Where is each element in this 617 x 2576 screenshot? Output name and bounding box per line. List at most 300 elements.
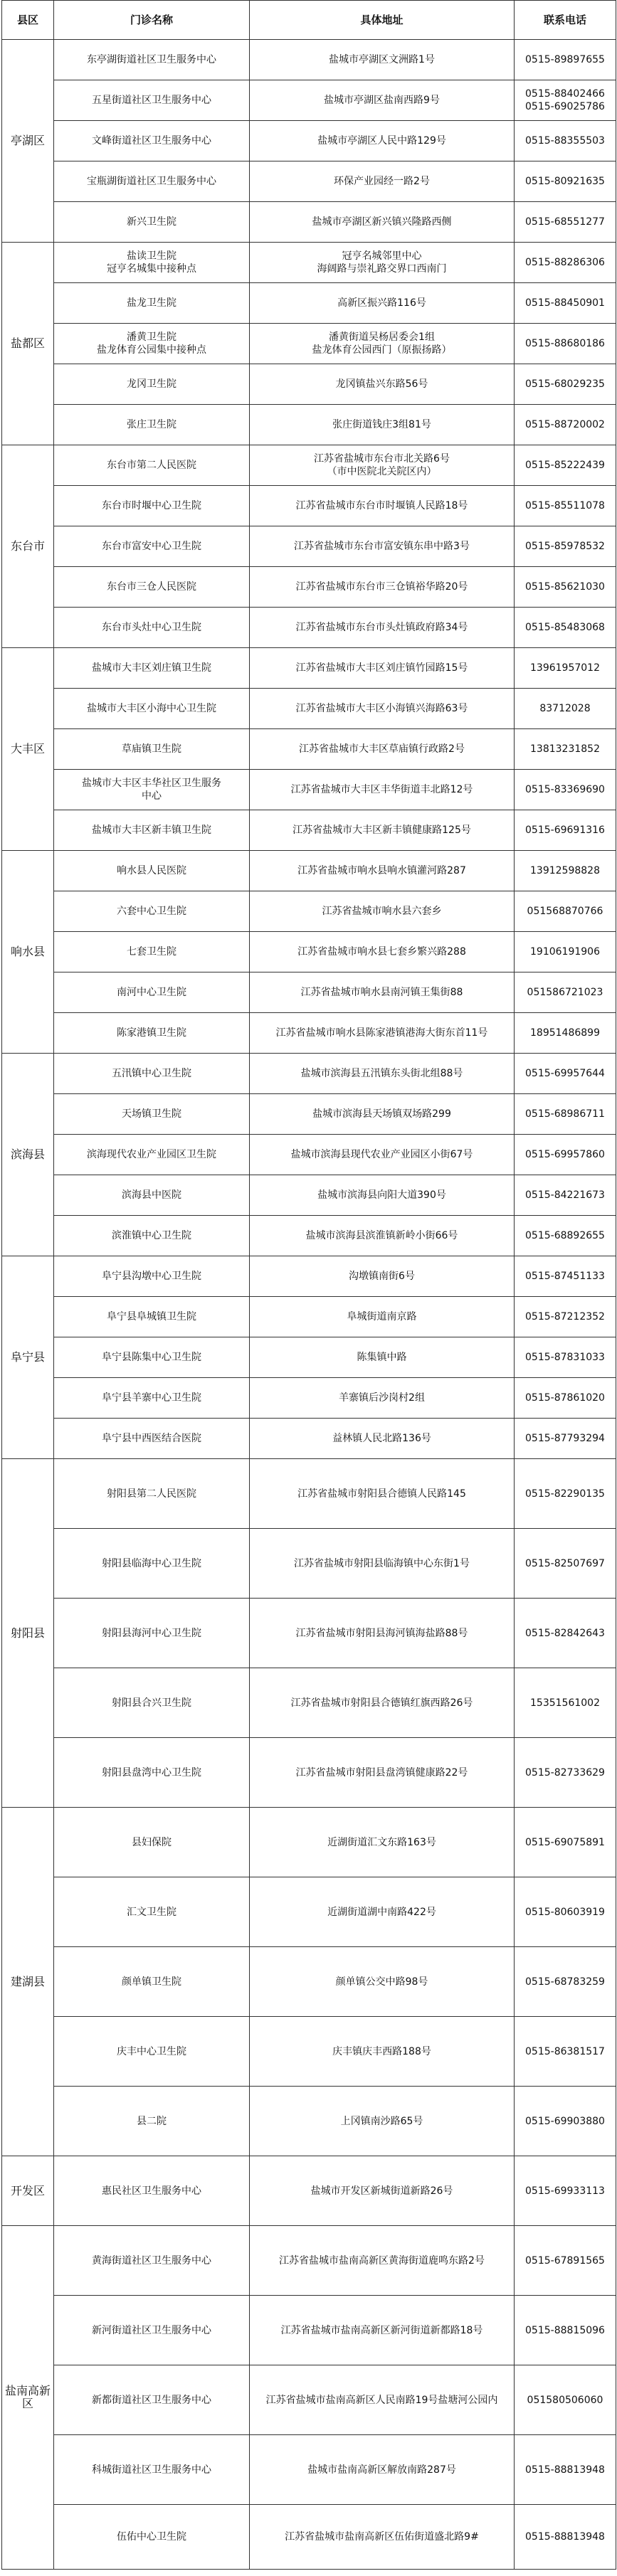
phone-cell-line: 15351561002 bbox=[530, 1697, 600, 1709]
phone-cell-line: 0515-87831033 bbox=[525, 1352, 605, 1363]
district-cell: 建湖县 bbox=[2, 1808, 54, 2156]
clinic-name-cell bbox=[54, 567, 250, 608]
phone-cell bbox=[515, 283, 616, 324]
clinic-name-cell-line: 盐龙体育公园集中接种点 bbox=[97, 344, 206, 356]
table-row bbox=[2, 1378, 616, 1419]
clinic-name-cell bbox=[54, 1529, 250, 1599]
clinic-name-cell bbox=[54, 689, 250, 729]
clinic-name-cell bbox=[54, 972, 250, 1013]
phone-cell-line: 051568870766 bbox=[527, 906, 603, 917]
table-row bbox=[2, 567, 616, 608]
address-cell-line: 沟墩镇南街6号 bbox=[349, 1271, 415, 1282]
clinic-name-cell bbox=[54, 40, 250, 80]
table-row bbox=[2, 972, 616, 1013]
phone-cell bbox=[515, 648, 616, 689]
clinic-name-cell-line: 张庄卫生院 bbox=[127, 419, 176, 430]
address-cell bbox=[250, 1459, 515, 1529]
clinic-name-cell bbox=[54, 1668, 250, 1738]
address-cell-line: 江苏省盐城市盐南高新区伍佑街道盛北路9# bbox=[285, 2531, 479, 2543]
phone-cell-line: 0515-69903880 bbox=[525, 2115, 605, 2127]
table-row bbox=[2, 445, 616, 486]
phone-cell bbox=[515, 891, 616, 932]
phone-cell bbox=[515, 202, 616, 243]
phone-cell-line: 13961957012 bbox=[530, 662, 600, 674]
address-cell bbox=[250, 2017, 515, 2087]
address-cell-line: 江苏省盐城市响水县响水镇灌河路287 bbox=[297, 865, 466, 876]
phone-cell bbox=[515, 121, 616, 161]
address-cell bbox=[250, 1094, 515, 1135]
clinic-name-cell-line: 射阳县盘湾中心卫生院 bbox=[102, 1766, 201, 1779]
district-cell: 响水县 bbox=[2, 851, 54, 1054]
clinic-name-cell bbox=[54, 851, 250, 891]
address-cell-line: 盐城市亭湖区人民中路129号 bbox=[317, 135, 446, 147]
address-cell-line: 环保产业园经一路2号 bbox=[334, 176, 430, 187]
address-cell-line: 陈集镇中路 bbox=[357, 1352, 407, 1363]
table-row bbox=[2, 2087, 616, 2156]
phone-cell-line: 0515-86381517 bbox=[525, 2045, 605, 2057]
clinic-name-cell-line: 黄海街道社区卫生服务中心 bbox=[92, 2254, 211, 2267]
address-cell-line: 江苏省盐城市大丰区刘庄镇竹园路15号 bbox=[295, 662, 468, 674]
address-cell-line: 庆丰镇庆丰西路188号 bbox=[332, 2045, 431, 2057]
address-cell-line: 江苏省盐城市射阳县盘湾镇健康路22号 bbox=[295, 1766, 468, 1779]
address-cell bbox=[250, 770, 515, 810]
table-row bbox=[2, 608, 616, 648]
phone-cell-line: 0515-68783259 bbox=[525, 1976, 605, 1988]
address-cell bbox=[250, 567, 515, 608]
district-cell: 盐都区 bbox=[2, 243, 54, 445]
address-cell-line: 江苏省盐城市响水县七套乡繁兴路288 bbox=[297, 946, 466, 958]
address-cell bbox=[250, 1808, 515, 1877]
phone-cell-line: 0515-85511078 bbox=[525, 500, 605, 512]
address-cell bbox=[250, 972, 515, 1013]
phone-cell bbox=[515, 1877, 616, 1947]
address-cell-line: 江苏省盐城市响水县南河镇王集街88 bbox=[300, 987, 463, 998]
address-cell-line: 盐龙体育公园西门（原振扬路） bbox=[312, 344, 452, 356]
phone-cell bbox=[515, 2087, 616, 2156]
clinic-name-cell bbox=[54, 486, 250, 526]
address-cell bbox=[250, 1175, 515, 1216]
table-row bbox=[2, 1459, 616, 1529]
clinic-name-cell-line: 盐城市大丰区刘庄镇卫生院 bbox=[92, 662, 211, 674]
address-cell-line: 江苏省盐城市大丰区丰华街道丰北路12号 bbox=[290, 784, 473, 795]
table-row bbox=[2, 2296, 616, 2365]
clinic-name-cell bbox=[54, 2296, 250, 2365]
phone-cell bbox=[515, 1175, 616, 1216]
clinic-name-cell-line: 天场镇卫生院 bbox=[122, 1108, 181, 1120]
table-row bbox=[2, 2226, 616, 2296]
phone-cell bbox=[515, 1297, 616, 1337]
phone-cell bbox=[515, 729, 616, 770]
table-row bbox=[2, 770, 616, 810]
phone-cell bbox=[515, 2156, 616, 2226]
phone-cell bbox=[515, 1337, 616, 1378]
address-cell-line: 近湖街道汇文东路163号 bbox=[327, 1836, 436, 1848]
clinic-name-cell bbox=[54, 80, 250, 121]
clinic-name-cell bbox=[54, 2365, 250, 2435]
phone-cell-line: 0515-68551277 bbox=[525, 216, 605, 228]
table-row bbox=[2, 1529, 616, 1599]
clinic-name-cell-line: 响水县人民医院 bbox=[117, 865, 186, 876]
table-header bbox=[2, 1, 616, 40]
clinic-name-cell bbox=[54, 2505, 250, 2570]
clinic-name-cell bbox=[54, 1738, 250, 1808]
table-row bbox=[2, 486, 616, 526]
clinic-name-cell bbox=[54, 405, 250, 445]
phone-cell-line: 0515-88813948 bbox=[525, 2464, 605, 2476]
clinic-name-cell-line: 盐城市大丰区新丰镇卫生院 bbox=[92, 825, 211, 836]
phone-cell-line: 0515-87451133 bbox=[525, 1271, 605, 1282]
address-cell-line: 益林镇人民北路136号 bbox=[332, 1433, 431, 1444]
clinic-name-cell bbox=[54, 202, 250, 243]
address-cell bbox=[250, 689, 515, 729]
address-cell-line: 江苏省盐城市盐南高新区黄海街道鹿鸣东路2号 bbox=[279, 2254, 485, 2267]
phone-cell bbox=[515, 161, 616, 202]
phone-cell-line: 0515-69933113 bbox=[525, 2185, 605, 2197]
address-cell-line: （市中医院北关院区内） bbox=[327, 466, 437, 477]
phone-cell bbox=[515, 1054, 616, 1094]
address-cell bbox=[250, 202, 515, 243]
phone-cell bbox=[515, 445, 616, 486]
address-cell bbox=[250, 283, 515, 324]
clinic-name-cell-line: 文峰街道社区卫生服务中心 bbox=[92, 135, 211, 147]
clinic-name-cell-line: 滨海现代农业产业园区卫生院 bbox=[87, 1149, 216, 1160]
phone-cell-line: 0515-68892655 bbox=[525, 1230, 605, 1241]
phone-cell-line: 0515-85621030 bbox=[525, 581, 605, 593]
address-cell bbox=[250, 1337, 515, 1378]
phone-cell-line: 13912598828 bbox=[530, 865, 600, 876]
phone-cell bbox=[515, 608, 616, 648]
phone-cell bbox=[515, 851, 616, 891]
table-row bbox=[2, 405, 616, 445]
table-row bbox=[2, 1256, 616, 1297]
table-row bbox=[2, 526, 616, 567]
clinic-name-cell bbox=[54, 445, 250, 486]
clinic-name-cell-line: 东台市第二人民医院 bbox=[107, 460, 196, 471]
address-cell-line: 盐城市亭湖区新兴镇兴隆路西侧 bbox=[312, 216, 452, 228]
phone-cell-line: 0515-69691316 bbox=[525, 825, 605, 836]
address-cell bbox=[250, 121, 515, 161]
address-cell-line: 冠亨名城邻里中心 bbox=[342, 250, 422, 262]
district-cell: 阜宁县 bbox=[2, 1256, 54, 1459]
table-row bbox=[2, 2017, 616, 2087]
address-cell bbox=[250, 2156, 515, 2226]
address-cell bbox=[250, 526, 515, 567]
address-cell bbox=[250, 324, 515, 364]
table-row bbox=[2, 648, 616, 689]
phone-cell bbox=[515, 2296, 616, 2365]
clinic-name-cell bbox=[54, 932, 250, 972]
clinic-name-cell-line: 伍佑中心卫生院 bbox=[117, 2531, 186, 2543]
address-cell-line: 龙冈镇盐兴东路56号 bbox=[335, 378, 428, 390]
phone-cell-line: 0515-87861020 bbox=[525, 1392, 605, 1404]
clinic-name-cell bbox=[54, 2156, 250, 2226]
phone-cell-line: 0515-88402466 bbox=[525, 88, 605, 100]
phone-cell-line: 0515-84221673 bbox=[525, 1189, 605, 1201]
address-cell bbox=[250, 810, 515, 851]
phone-cell bbox=[515, 2365, 616, 2435]
address-cell bbox=[250, 445, 515, 486]
phone-cell-line: 0515-69075891 bbox=[525, 1836, 605, 1848]
phone-cell bbox=[515, 1135, 616, 1175]
phone-cell-line: 0515-80603919 bbox=[525, 1906, 605, 1918]
phone-cell-line: 0515-88720002 bbox=[525, 419, 605, 430]
clinic-name-cell-line: 五星街道社区卫生服务中心 bbox=[92, 95, 211, 106]
district-cell: 大丰区 bbox=[2, 648, 54, 851]
table-row bbox=[2, 243, 616, 283]
table-row bbox=[2, 2156, 616, 2226]
address-cell bbox=[250, 1054, 515, 1094]
address-cell-line: 江苏省盐城市响水县六套乡 bbox=[322, 906, 442, 917]
clinic-name-cell bbox=[54, 324, 250, 364]
clinic-name-cell-line: 潘黄卫生院 bbox=[127, 332, 176, 343]
phone-cell bbox=[515, 1808, 616, 1877]
address-cell bbox=[250, 2296, 515, 2365]
clinic-name-cell-line: 射阳县第二人民医院 bbox=[107, 1488, 196, 1500]
phone-cell bbox=[515, 567, 616, 608]
table-row bbox=[2, 1013, 616, 1054]
table-row bbox=[2, 689, 616, 729]
clinic-name-cell-line: 阜宁县沟墩中心卫生院 bbox=[102, 1271, 201, 1282]
table-row bbox=[2, 202, 616, 243]
clinic-name-cell bbox=[54, 648, 250, 689]
phone-cell-line: 0515-87793294 bbox=[525, 1433, 605, 1444]
phone-cell-line: 0515-80921635 bbox=[525, 176, 605, 187]
phone-cell-line: 0515-69025786 bbox=[525, 101, 605, 112]
clinic-name-cell-line: 南河中心卫生院 bbox=[117, 987, 186, 998]
clinic-name-cell bbox=[54, 1808, 250, 1877]
phone-cell-line: 19106191906 bbox=[530, 946, 600, 958]
address-cell-line: 江苏省盐城市大丰区小海镇兴海路63号 bbox=[295, 703, 468, 714]
phone-cell bbox=[515, 689, 616, 729]
address-cell bbox=[250, 608, 515, 648]
phone-cell bbox=[515, 526, 616, 567]
phone-cell bbox=[515, 1668, 616, 1738]
clinic-name-cell-line: 惠民社区卫生服务中心 bbox=[102, 2185, 201, 2197]
clinic-name-cell-line: 县妇保院 bbox=[132, 1836, 172, 1848]
clinic-name-cell bbox=[54, 161, 250, 202]
clinic-name-cell-line: 盐龙卫生院 bbox=[127, 297, 176, 309]
phone-cell bbox=[515, 2226, 616, 2296]
phone-cell bbox=[515, 1378, 616, 1419]
address-cell bbox=[250, 1216, 515, 1256]
phone-cell bbox=[515, 243, 616, 283]
phone-cell-line: 0515-68986711 bbox=[525, 1108, 605, 1120]
clinic-name-cell-line: 中心 bbox=[142, 790, 162, 802]
table-row bbox=[2, 1877, 616, 1947]
clinic-name-cell-line: 射阳县合兴卫生院 bbox=[112, 1697, 191, 1709]
phone-cell-line: 13813231852 bbox=[530, 743, 600, 755]
address-cell bbox=[250, 405, 515, 445]
phone-cell bbox=[515, 932, 616, 972]
phone-cell bbox=[515, 80, 616, 121]
clinic-name-cell-line: 射阳县临海中心卫生院 bbox=[102, 1557, 201, 1569]
phone-cell-line: 0515-83369690 bbox=[525, 784, 605, 795]
address-cell-line: 江苏省盐城市东台市三仓镇裕华路20号 bbox=[295, 581, 468, 593]
table-row bbox=[2, 1808, 616, 1877]
table-row bbox=[2, 932, 616, 972]
clinic-name-cell-line: 东亭湖街道社区卫生服务中心 bbox=[87, 54, 216, 65]
clinic-name-cell bbox=[54, 810, 250, 851]
phone-cell-line: 0515-82290135 bbox=[525, 1488, 605, 1500]
table-row bbox=[2, 80, 616, 121]
clinic-name-cell bbox=[54, 2226, 250, 2296]
clinic-name-cell bbox=[54, 1378, 250, 1419]
clinic-name-cell-line: 县二院 bbox=[137, 2115, 167, 2127]
clinic-name-cell-line: 东台市头灶中心卫生院 bbox=[102, 622, 201, 633]
address-cell bbox=[250, 2226, 515, 2296]
address-cell bbox=[250, 486, 515, 526]
table-body bbox=[2, 40, 616, 2570]
table-row bbox=[2, 364, 616, 405]
clinic-name-cell-line: 五汛镇中心卫生院 bbox=[112, 1068, 191, 1079]
clinic-name-cell-line: 滨淮镇中心卫生院 bbox=[112, 1230, 191, 1241]
clinic-name-cell bbox=[54, 1947, 250, 2017]
phone-cell bbox=[515, 1599, 616, 1668]
clinic-name-cell bbox=[54, 364, 250, 405]
phone-cell bbox=[515, 810, 616, 851]
address-cell bbox=[250, 891, 515, 932]
phone-cell bbox=[515, 1256, 616, 1297]
table-row bbox=[2, 1419, 616, 1459]
table-row bbox=[2, 1094, 616, 1135]
table-row bbox=[2, 1599, 616, 1668]
address-cell bbox=[250, 1378, 515, 1419]
clinic-name-cell bbox=[54, 2087, 250, 2156]
address-cell-line: 江苏省盐城市东台市时堰镇人民路18号 bbox=[295, 500, 468, 512]
phone-cell-line: 0515-88355503 bbox=[525, 135, 605, 147]
address-cell-line: 张庄街道钱庄3组81号 bbox=[332, 419, 431, 430]
address-cell bbox=[250, 364, 515, 405]
address-cell-line: 盐城市盐南高新区解放南路287号 bbox=[307, 2464, 456, 2476]
address-cell bbox=[250, 1738, 515, 1808]
clinic-name-cell-line: 新河街道社区卫生服务中心 bbox=[92, 2324, 211, 2336]
phone-cell bbox=[515, 1738, 616, 1808]
address-cell bbox=[250, 1947, 515, 2017]
phone-cell bbox=[515, 324, 616, 364]
address-cell-line: 江苏省盐城市东台市富安镇东串中路3号 bbox=[294, 541, 470, 552]
clinic-name-cell bbox=[54, 608, 250, 648]
phone-cell-line: 0515-68029235 bbox=[525, 378, 605, 390]
clinic-name-cell bbox=[54, 1599, 250, 1668]
phone-cell bbox=[515, 770, 616, 810]
phone-cell bbox=[515, 1947, 616, 2017]
table-row bbox=[2, 891, 616, 932]
table-row bbox=[2, 851, 616, 891]
address-cell-line: 江苏省盐城市盐南高新区新河街道新都路18号 bbox=[280, 2324, 483, 2336]
clinic-name-cell bbox=[54, 1877, 250, 1947]
address-cell-line: 盐城市亭湖区盐南西路9号 bbox=[324, 95, 440, 106]
table-row bbox=[2, 324, 616, 364]
clinic-name-cell-line: 庆丰中心卫生院 bbox=[117, 2045, 186, 2057]
phone-cell bbox=[515, 1094, 616, 1135]
clinic-name-cell-line: 科城街道社区卫生服务中心 bbox=[92, 2464, 211, 2476]
district-cell: 亭湖区 bbox=[2, 40, 54, 243]
phone-cell bbox=[515, 2505, 616, 2570]
table-row bbox=[2, 1135, 616, 1175]
clinic-name-cell bbox=[54, 1054, 250, 1094]
clinic-name-cell-line: 六套中心卫生院 bbox=[117, 906, 186, 917]
table-row bbox=[2, 729, 616, 770]
phone-cell-line: 0515-88286306 bbox=[525, 257, 605, 268]
address-cell bbox=[250, 1529, 515, 1599]
clinic-name-cell bbox=[54, 891, 250, 932]
clinic-name-cell bbox=[54, 1459, 250, 1529]
clinic-name-cell bbox=[54, 1297, 250, 1337]
address-cell bbox=[250, 2505, 515, 2570]
address-cell-line: 江苏省盐城市射阳县临海镇中心东街1号 bbox=[294, 1557, 470, 1569]
header-phone: 联系电话 bbox=[515, 1, 616, 40]
table-row bbox=[2, 121, 616, 161]
clinic-name-cell-line: 陈家港镇卫生院 bbox=[117, 1027, 186, 1039]
phone-cell-line: 051580506060 bbox=[527, 2394, 603, 2406]
table-row bbox=[2, 1947, 616, 2017]
district-cell: 射阳县 bbox=[2, 1459, 54, 1808]
address-cell-line: 近湖街道湖中南路422号 bbox=[327, 1906, 436, 1918]
clinic-name-cell bbox=[54, 243, 250, 283]
clinic-name-cell bbox=[54, 729, 250, 770]
address-cell bbox=[250, 1297, 515, 1337]
phone-cell-line: 0515-82733629 bbox=[525, 1766, 605, 1779]
table-row bbox=[2, 2435, 616, 2505]
address-cell-line: 江苏省盐城市东台市头灶镇政府路34号 bbox=[295, 622, 468, 633]
clinic-name-cell bbox=[54, 1337, 250, 1378]
clinic-name-cell bbox=[54, 1216, 250, 1256]
address-cell bbox=[250, 80, 515, 121]
clinic-name-cell bbox=[54, 2435, 250, 2505]
clinic-name-cell bbox=[54, 1419, 250, 1459]
table-row bbox=[2, 1216, 616, 1256]
clinic-name-cell-line: 草庙镇卫生院 bbox=[122, 743, 181, 755]
address-cell-line: 上冈镇南沙路65号 bbox=[340, 2115, 423, 2127]
clinic-name-cell-line: 盐城市大丰区丰华社区卫生服务 bbox=[82, 778, 221, 789]
phone-cell-line: 0515-85483068 bbox=[525, 622, 605, 633]
table-row bbox=[2, 810, 616, 851]
address-cell-line: 盐城市滨海县五汛镇东头街北组88号 bbox=[300, 1068, 463, 1079]
clinic-name-cell-line: 冠亨名城集中接种点 bbox=[107, 263, 196, 275]
clinic-name-cell bbox=[54, 283, 250, 324]
clinic-name-cell-line: 射阳县海河中心卫生院 bbox=[102, 1627, 201, 1639]
address-cell bbox=[250, 1419, 515, 1459]
address-cell-line: 盐城市滨海县滨淮镇新岭小街66号 bbox=[305, 1230, 458, 1241]
phone-cell-line: 051586721023 bbox=[527, 987, 603, 998]
address-cell bbox=[250, 932, 515, 972]
phone-cell-line: 0515-88813948 bbox=[525, 2531, 605, 2543]
address-cell bbox=[250, 2365, 515, 2435]
table-row bbox=[2, 2365, 616, 2435]
address-cell-line: 盐城市滨海县向阳大道390号 bbox=[317, 1189, 446, 1201]
address-cell bbox=[250, 2087, 515, 2156]
clinic-name-cell-line: 新都街道社区卫生服务中心 bbox=[92, 2394, 211, 2406]
clinic-name-cell bbox=[54, 121, 250, 161]
clinic-name-cell bbox=[54, 770, 250, 810]
clinic-name-cell bbox=[54, 1175, 250, 1216]
address-cell-line: 江苏省盐城市大丰区新丰镇健康路125号 bbox=[292, 825, 471, 836]
phone-cell-line: 0515-85222439 bbox=[525, 460, 605, 471]
clinic-name-cell bbox=[54, 2017, 250, 2087]
table-row bbox=[2, 40, 616, 80]
address-cell bbox=[250, 243, 515, 283]
address-cell bbox=[250, 40, 515, 80]
table-row bbox=[2, 1175, 616, 1216]
phone-cell-line: 18951486899 bbox=[530, 1027, 600, 1039]
phone-cell bbox=[515, 364, 616, 405]
clinic-name-cell-line: 滨海县中医院 bbox=[122, 1189, 181, 1201]
address-cell bbox=[250, 1599, 515, 1668]
address-cell bbox=[250, 2435, 515, 2505]
clinic-name-cell-line: 阜宁县阜城镇卫生院 bbox=[107, 1311, 196, 1323]
header-clinic-name: 门诊名称 bbox=[54, 1, 250, 40]
phone-cell-line: 0515-85978532 bbox=[525, 541, 605, 552]
